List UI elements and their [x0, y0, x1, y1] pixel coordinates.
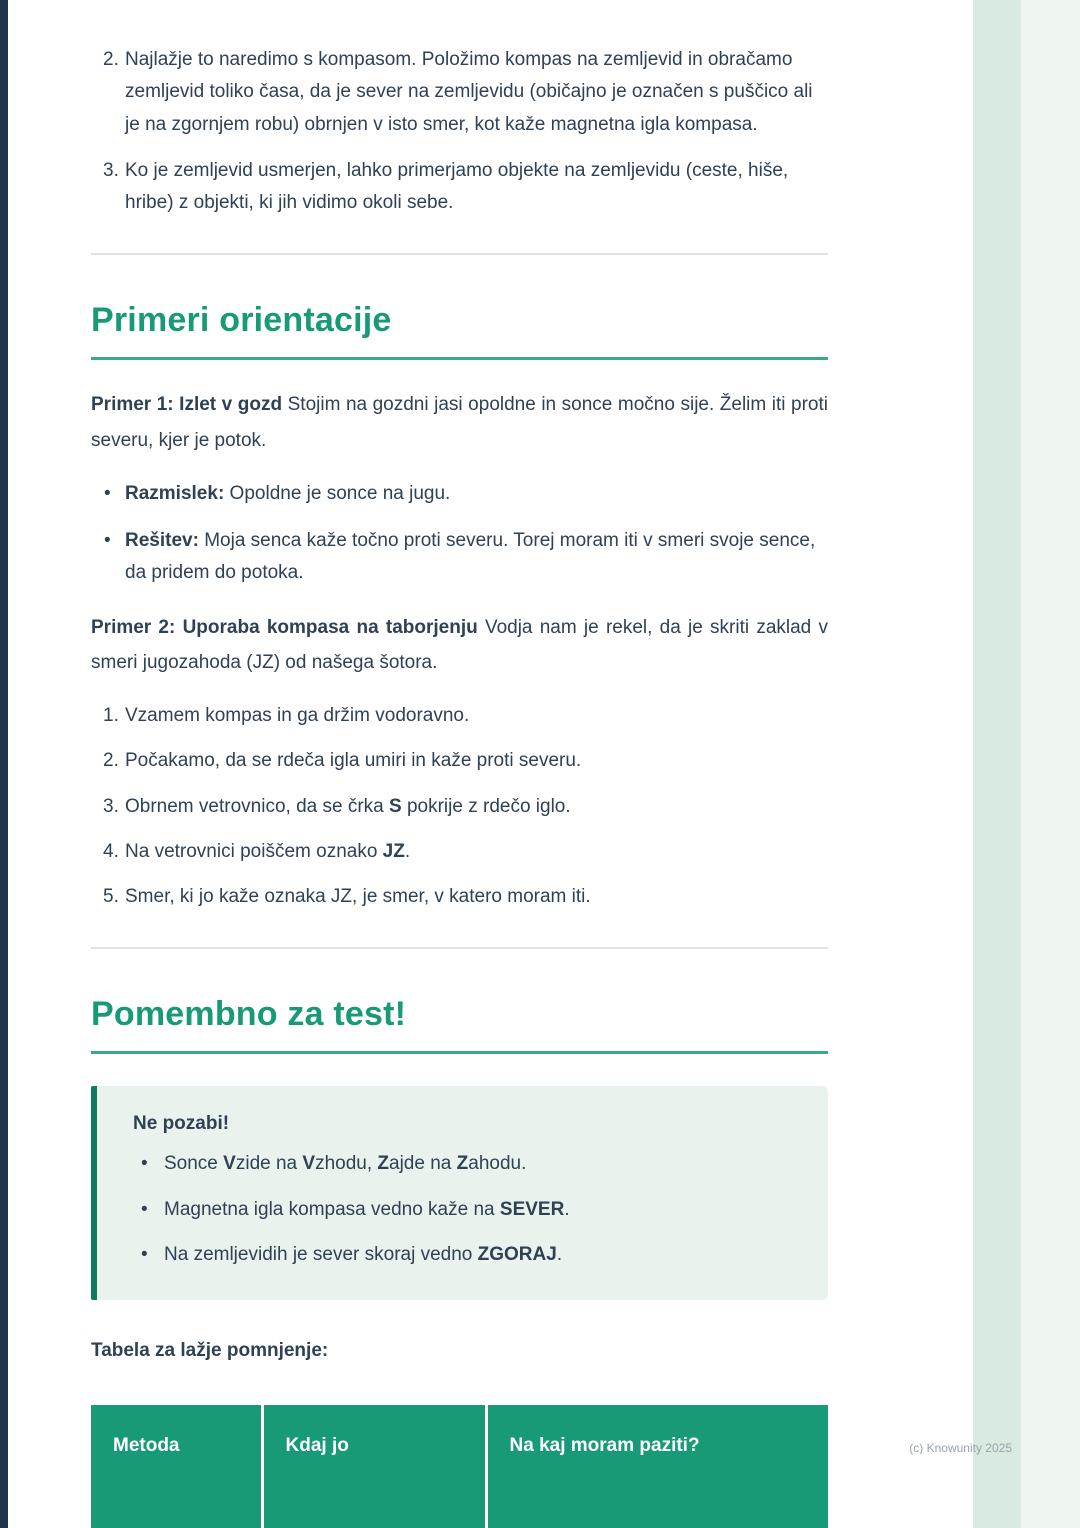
section-divider	[91, 253, 828, 255]
table-header-row	[91, 1405, 828, 1528]
list-text: Počakamo, da se rdeča igla umiri in kaže proti severu.	[125, 750, 582, 772]
bullet-text: Na zemljevidih je sever skoraj vedno ZGORAJ.	[164, 1244, 563, 1266]
bullet-dot: •	[141, 1153, 148, 1175]
callout-title: Ne pozabi!	[133, 1113, 230, 1135]
bullet-item	[133, 1239, 798, 1271]
primer1-paragraph: Primer 1: Izlet v gozd Stojim na gozdni jasi opoldne in sonce močno sije. Želim iti proti severu, kjer je potok.	[91, 394, 828, 451]
list-number: 1.	[103, 704, 119, 726]
bullet-text: Magnetna igla kompasa vedno kaže na SEVER.	[164, 1198, 570, 1220]
primer2-paragraph: Primer 2: Uporaba kompasa na taborjenju Vodja nam je rekel, da je skriti zaklad v smeri jugozahoda (JZ) od našega šotora.	[91, 616, 828, 673]
list-number: 2.	[103, 49, 119, 70]
section-divider	[91, 947, 828, 949]
table-header-metoda: Metoda	[91, 1405, 262, 1528]
table-header-paziti: Na kaj moram paziti?	[486, 1405, 828, 1528]
bullet-dot: •	[141, 1198, 148, 1220]
section-title-test: Pomembno za test!	[91, 995, 828, 1054]
bullet-item	[91, 525, 828, 590]
bullet-text: Razmislek: Opoldne je sonce na jugu.	[125, 482, 451, 504]
page-left-edge-bar	[0, 0, 8, 1528]
callout-box	[91, 1086, 828, 1300]
list-number: 3.	[103, 795, 119, 817]
copyright-watermark: (c) Knowunity 2025	[909, 1441, 1012, 1455]
table-intro: Tabela za lažje pomnjenje:	[91, 1340, 329, 1362]
bullet-item	[91, 478, 828, 510]
memo-table	[91, 1405, 828, 1528]
bullet-dot: •	[141, 1244, 148, 1266]
list-text: Obrnem vetrovnico, da se črka S pokrije z rdečo iglo.	[125, 795, 571, 817]
list-text: Ko je zemljevid usmerjen, lahko primerjamo objekte na zemljevidu (ceste, hiše, hribe) z objekti, ki jih vidimo okoli sebe.	[125, 159, 789, 214]
map-orientation-list	[91, 44, 828, 219]
right-margin-strip-light	[1021, 0, 1080, 1528]
list-text: Vzamem kompas in ga držim vodoravno.	[125, 704, 470, 726]
list-text: Na vetrovnici poiščem oznako JZ.	[125, 840, 411, 862]
section-title-primeri: Primeri orientacije	[91, 301, 828, 360]
bullet-text: Sonce Vzide na Vzhodu, Zajde na Zahodu.	[164, 1153, 527, 1175]
bullet-dot: •	[104, 482, 111, 504]
table-header-kdaj: Kdaj jo	[262, 1405, 486, 1528]
primer1-bullet-list	[91, 478, 828, 590]
list-number: 5.	[103, 886, 119, 908]
list-item	[91, 836, 828, 868]
bullet-item	[133, 1148, 798, 1180]
list-item	[91, 881, 828, 913]
bullet-item	[133, 1194, 798, 1226]
list-number: 4.	[103, 840, 119, 862]
list-item	[91, 745, 828, 777]
list-item	[91, 791, 828, 823]
bullet-dot: •	[104, 530, 111, 552]
compass-steps-list	[91, 700, 828, 913]
list-item	[91, 155, 828, 220]
right-margin-strip	[973, 0, 1021, 1528]
list-text: Smer, ki jo kaže oznaka JZ, je smer, v katero moram iti.	[125, 886, 591, 908]
list-item	[91, 700, 828, 732]
list-item	[91, 44, 828, 141]
list-number: 3.	[103, 159, 119, 181]
bullet-text: Rešitev: Moja senca kaže točno proti severu. Torej moram iti v smeri svoje sence, da pridem do potoka.	[125, 530, 816, 584]
document-content	[91, 0, 828, 1528]
list-text: Najlažje to naredimo s kompasom. Položimo kompas na zemljevid in obračamo zemljevid toliko časa, da je sever na zemljevidu (običajno je označen s puščico ali je na zgornjem robu) obrnjen v isto smer, kot kaže magnetna igla kompasa.	[125, 49, 813, 135]
list-number: 2.	[103, 750, 119, 772]
